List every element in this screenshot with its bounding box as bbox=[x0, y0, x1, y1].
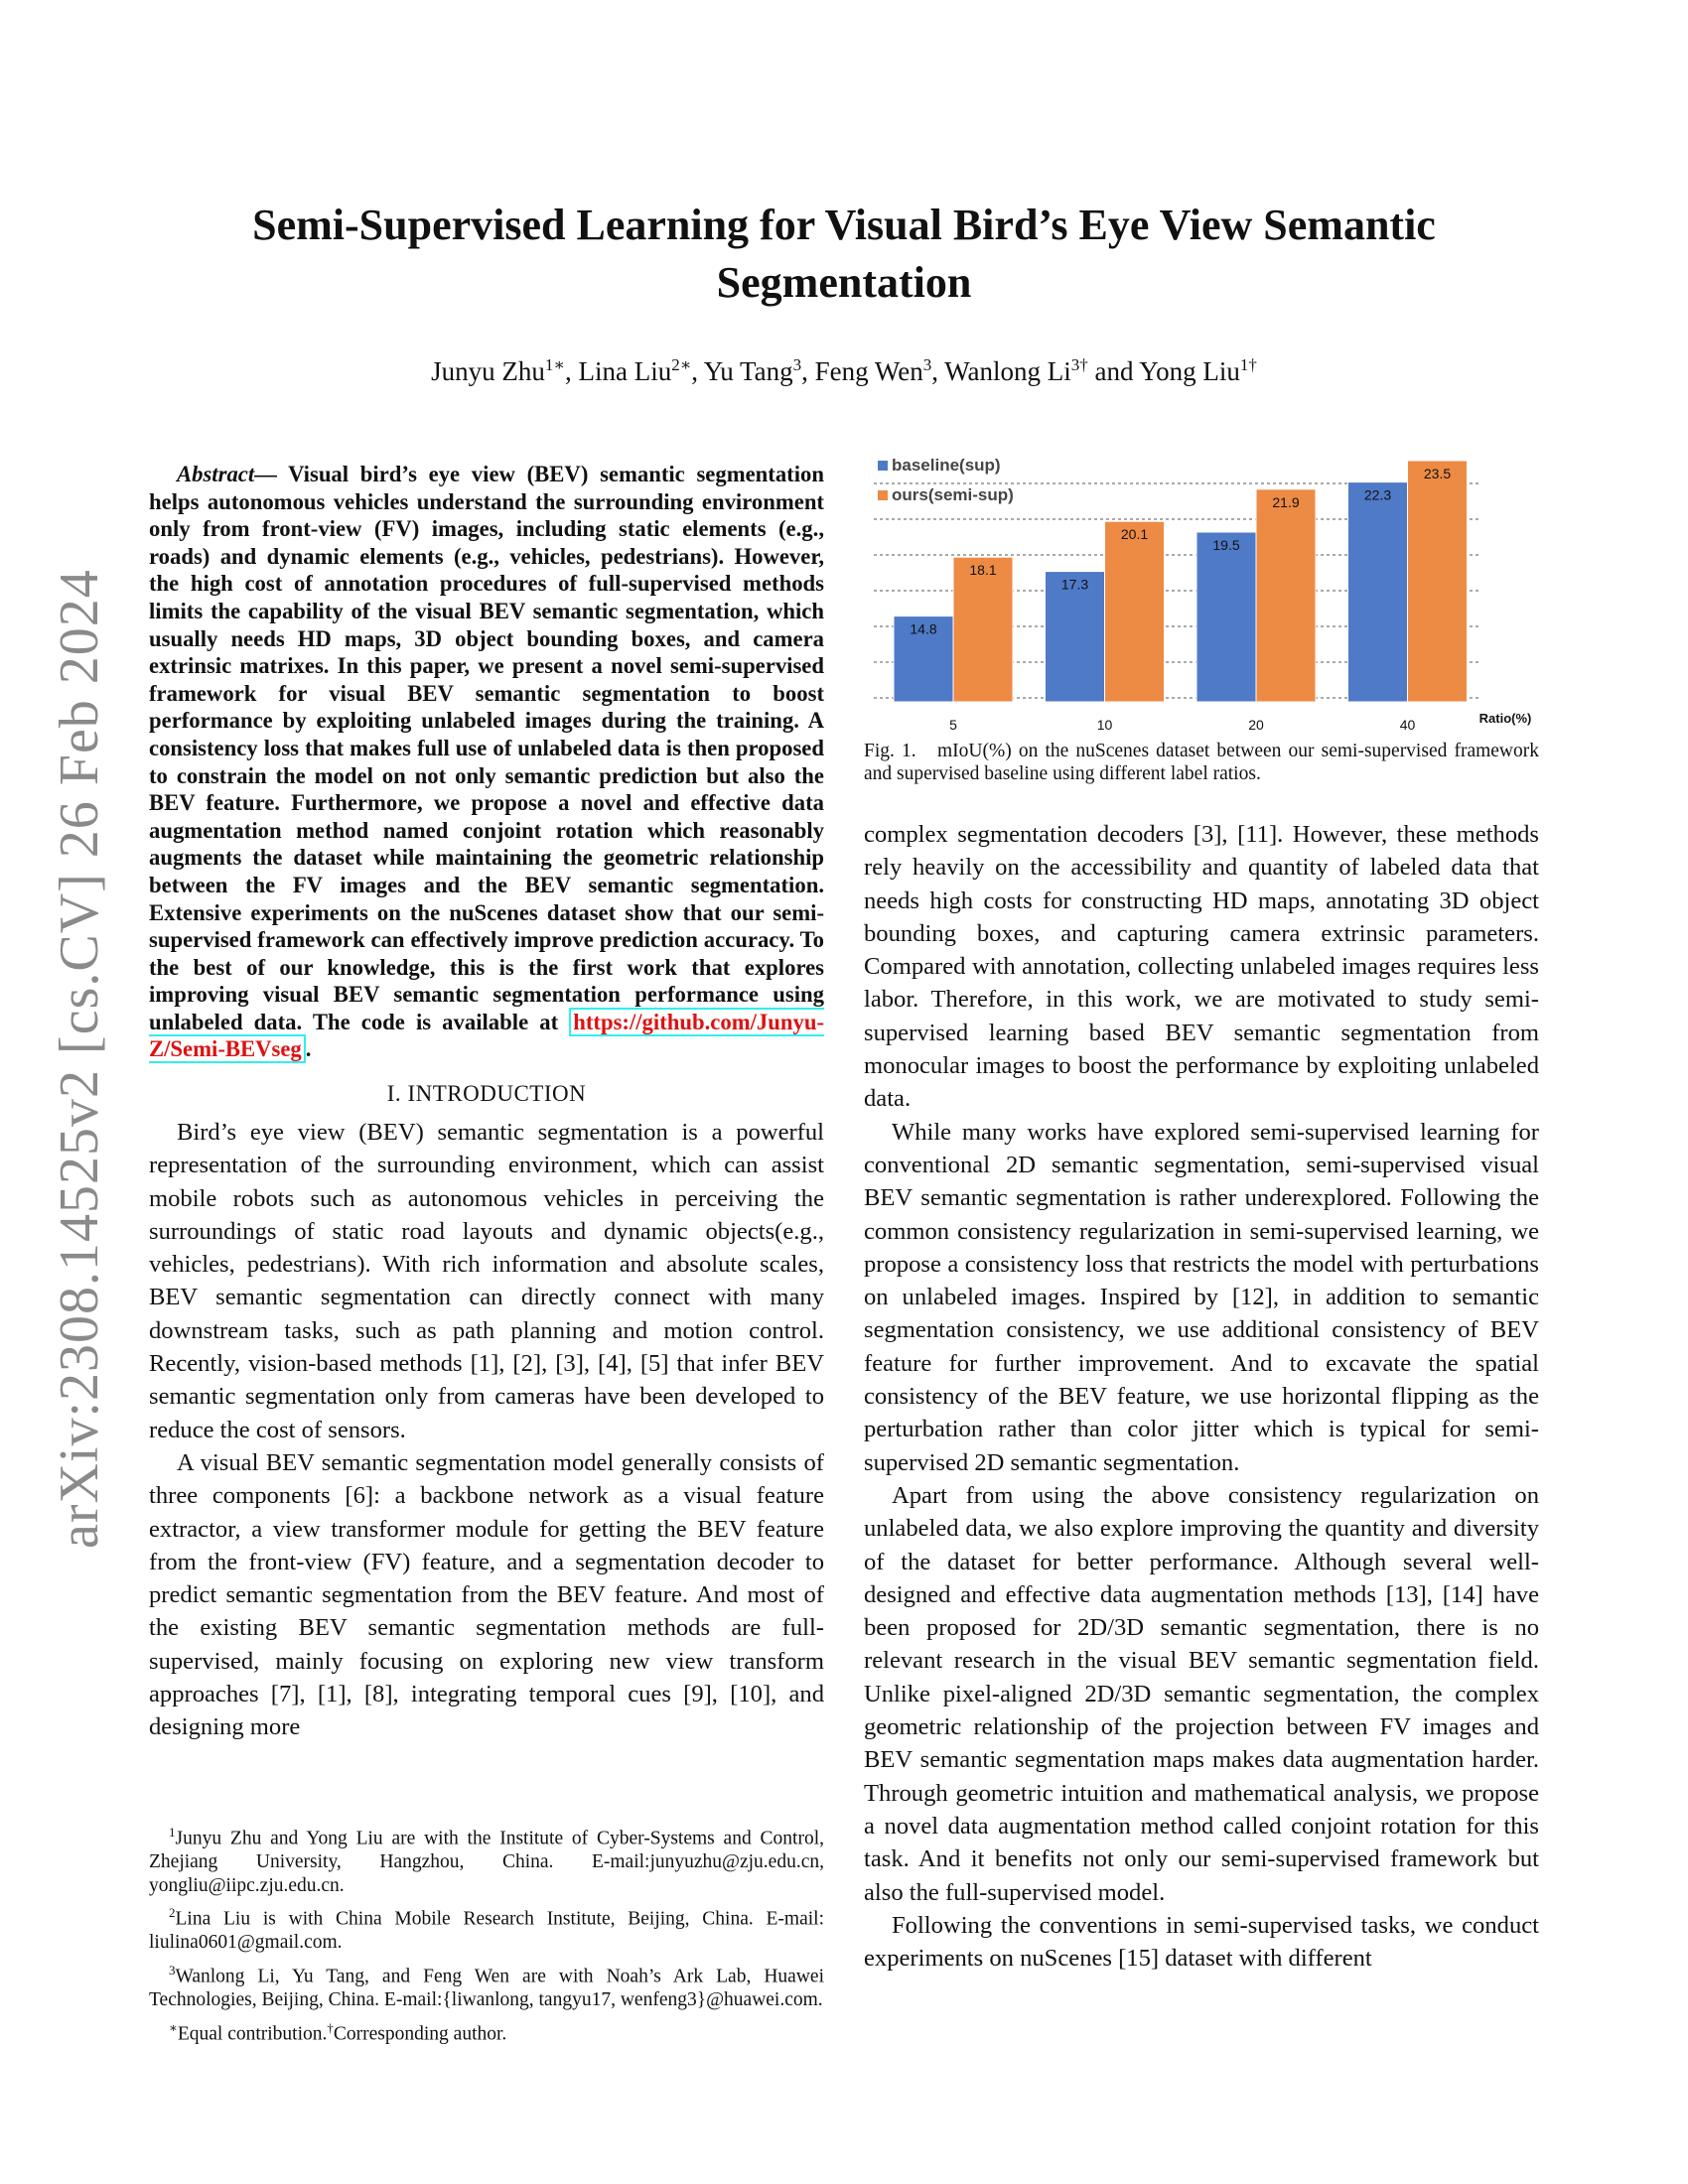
x-tick-label: 10 bbox=[1096, 717, 1113, 733]
code-link[interactable]: https://github.com/Junyu-Z/Semi-BEVseg bbox=[149, 1009, 824, 1062]
section-heading: I. INTRODUCTION bbox=[386, 1081, 587, 1106]
author: Wanlong $Li^{3\dagger}$ bbox=[944, 355, 1088, 386]
arxiv-identifier: arXiv:2308.14525v2 [cs.CV] 26 Feb 2024 bbox=[49, 569, 110, 1549]
paragraph: Following the conventions in semi-supervised tasks, we conduct experiments on nuScenes [15] dataset with different bbox=[864, 1911, 1539, 1973]
data-label: 22.3 bbox=[1363, 486, 1392, 503]
author-list: Junyu Zhu$^{1∗}$, Lina Liu$^{2∗}$, Yu Tang$^3$, Feng Wen$^3$, Wanlong $Li^{3\dagger}$ and Yong Liu$^{1\dagger}$ bbox=[431, 355, 1257, 386]
x-axis-label: Ratio(%) bbox=[1478, 711, 1532, 726]
author: Yong Liu$^{1\dagger}$ bbox=[1139, 355, 1257, 386]
paragraph: Bird’s eye view (BEV) semantic segmentation is a powerful representation of the surrounding environment, which can assist mobile robots such as autonomous vehicles in perceiving the surroundings of static road layouts and dynamic objects(e.g., vehicles, pedestrians). With rich information and absolute scales, BEV semantic segmentation can directly connect with many downstream tasks, such as path planning and motion control. Recently, vision-based methods [1], [2], [3], [4], [5] that infer BEV semantic segmentation only from cameras have been developed to reduce the cost of sensors. bbox=[149, 1119, 824, 1443]
right-column-body bbox=[864, 818, 1539, 1975]
paragraph: Apart from using the above consistency regularization on unlabeled data, we also explore improving the quantity and diversity of the dataset for better performance. Although several well-designed and effective data augmentation methods [13], [14] have been proposed for 2D/3D semantic segmentation, there is no relevant research in the visual BEV semantic segmentation field. Unlike pixel-aligned 2D/3D semantic segmentation, the complex geometric relationship of the projection between FV images and BEV semantic segmentation maps makes data augmentation harder. Through geometric intuition and mathematical analysis, we propose a novel data augmentation method called conjoint rotation for this task. And it benefits not only our semi-supervised framework but also the full-supervised model. bbox=[864, 1481, 1539, 1906]
footnote: $^2$Lina Liu is with China Mobile Research Institute, Beijing, China. E-mail: liulina0601@gmail.com. bbox=[149, 1905, 824, 1954]
legend-swatch bbox=[878, 461, 888, 471]
data-label: 21.9 bbox=[1272, 493, 1300, 510]
bar bbox=[1196, 532, 1256, 702]
data-label: 23.5 bbox=[1423, 466, 1452, 481]
figure-1-chart bbox=[864, 452, 1539, 750]
data-label: 17.3 bbox=[1060, 576, 1089, 593]
title-line-1: Semi-Supervised Learning for Visual Bird’s Eye View Semantic bbox=[252, 201, 1436, 249]
author: Junyu Zhu$^{1∗}$ bbox=[431, 355, 565, 386]
left-column-body bbox=[149, 1116, 824, 1744]
footnotes bbox=[149, 1821, 824, 2050]
legend-label: ours(semi-sup) bbox=[892, 485, 1014, 504]
footnote: $^3$Wanlong Li, Yu Tang, and Feng Wen are with Noah’s Ark Lab, Huawei Technologies, Beijing, China. E-mail:{liwanlong, tangyu17, wenfeng3}@huawei.com. bbox=[149, 1962, 824, 2011]
figure-caption-text: mIoU(%) on the nuScenes dataset between our semi-supervised framework and supervised baseline using different label ratios. bbox=[864, 741, 1540, 785]
author: Yu Tang$^3$ bbox=[703, 355, 802, 386]
bar bbox=[1105, 521, 1165, 702]
bar bbox=[1408, 461, 1468, 702]
author: Lina Liu$^{2∗}$ bbox=[578, 355, 692, 386]
abstract: Abstract— Visual bird’s eye view (BEV) semantic segmentation helps autonomous vehicles understand the surrounding environment only from front-view (FV) images, including static elements (e.g., roads) and dynamic elements (e.g., vehicles, pedestrians). However, the high cost of annotation procedures of full-supervised methods limits the capability of the visual BEV semantic segmentation, which usually needs HD maps, 3D object bounding boxes, and camera extrinsic matrixes. In this paper, we present a novel semi-supervised framework for visual BEV semantic segmentation to boost performance by exploiting unlabeled images during the training. A consistency loss that makes full use of unlabeled data is then proposed to constrain the model on not only semantic prediction but also the BEV feature. Furthermore, we propose a novel and effective data augmentation method named conjoint rotation which reasonably augments the dataset while maintaining the geometric relationship between the FV images and the BEV semantic segmentation. Extensive experiments on the nuScenes dataset show that our semi-supervised framework can effectively improve prediction accuracy. To the best of our knowledge, this is the first work that explores improving visual BEV semantic segmentation performance using unlabeled data. The code is available at https://github.com/Junyu-Z/Semi-BEVseg . bbox=[149, 462, 825, 1062]
data-label: 18.1 bbox=[969, 562, 997, 579]
figure-label: Fig. 1. bbox=[864, 741, 916, 761]
bar bbox=[953, 557, 1013, 702]
paragraph: complex segmentation decoders [3], [11]. However, these methods rely heavily on the accessibility and quantity of labeled data that needs high costs for constructing HD maps, annotating 3D object bounding boxes, and capturing camera extrinsic parameters. Compared with annotation, collecting unlabeled images requires less labor. Therefore, in this work, we are motivated to study semi-supervised learning based BEV semantic segmentation from monocular images to boost the performance by exploiting unlabeled data. bbox=[864, 821, 1539, 1113]
bar bbox=[1256, 489, 1316, 702]
x-tick-label: 5 bbox=[949, 717, 957, 733]
data-label: 20.1 bbox=[1120, 526, 1149, 543]
author: Feng Wen$^3$ bbox=[814, 355, 932, 386]
data-label: 14.8 bbox=[910, 620, 937, 637]
abstract-text: Visual bird’s eye view (BEV) semantic segmentation helps autonomous vehicles understand the surrounding environment only from front-view (FV) images, including static elements (e.g., roads) and dynamic elements (e.g., vehicles, pedestrians). However, the high cost of annotation procedures of full-supervised methods limits the capability of the visual BEV semantic segmentation, which usually needs HD maps, 3D object bounding boxes, and camera extrinsic matrixes. In this paper, we present a novel semi-supervised framework for visual BEV semantic segmentation to boost performance by exploiting unlabeled images during the training. A consistency loss that makes full use of unlabeled data is then proposed to constrain the model on not only semantic prediction but also the BEV feature. Furthermore, we propose a novel and effective data augmentation method named conjoint rotation which reasonably augments the dataset while maintaining the geometric relationship between the FV images and the BEV semantic segmentation. Extensive experiments on the nuScenes dataset show that our semi-supervised framework can effectively improve prediction accuracy. To the best of our knowledge, this is the first work that explores improving visual BEV semantic segmentation performance using unlabeled data. The code is available at bbox=[149, 462, 825, 1034]
bar-chart bbox=[864, 452, 1539, 750]
title-line-2: Segmentation bbox=[716, 258, 972, 307]
paragraph: A visual BEV semantic segmentation model generally consists of three components [6]: a backbone network as a visual feature extractor, a view transformer module for getting the BEV feature from the front-view (FV) feature, and a segmentation decoder to predict semantic segmentation from the BEV feature. And most of the existing BEV semantic segmentation methods are full-supervised, mainly focusing on exploring new view transform approaches [7], [1], [8], integrating temporal cues [9], [10], and designing more bbox=[149, 1448, 824, 1741]
abstract-label: Abstract bbox=[177, 462, 255, 486]
x-tick-label: 20 bbox=[1248, 717, 1264, 733]
footnote: $^1$Junyu Zhu and Yong Liu are with the Institute of Cyber-Systems and Control, Zhejiang University, Hangzhou, China. E-mail:junyuzhu@zju.edu.cn, yongliu@iipc.zju.edu.cn. bbox=[149, 1825, 824, 1896]
data-label: 19.5 bbox=[1212, 537, 1240, 553]
footnote: ∗Equal contribution.†Corresponding author. bbox=[169, 2019, 507, 2045]
bar bbox=[1348, 482, 1408, 702]
paragraph: While many works have explored semi-supervised learning for conventional 2D semantic segmentation, semi-supervised visual BEV semantic segmentation is rather underexplored. Following the common consistency regularization in semi-supervised learning, we propose a consistency loss that restricts the model with perturbations on unlabeled images. Inspired by [12], in addition to semantic segmentation consistency, we use additional consistency of BEV feature for further improvement. And to excavate the spatial consistency of the BEV feature, we use horizontal flipping as the perturbation rather than color jitter which is typical for semi-supervised 2D semantic segmentation. bbox=[864, 1118, 1539, 1476]
legend-swatch bbox=[878, 490, 888, 500]
legend-label: baseline(sup) bbox=[892, 456, 1001, 475]
paper-title bbox=[149, 197, 1539, 312]
figure-caption bbox=[864, 740, 1539, 786]
x-tick-label: 40 bbox=[1399, 717, 1416, 733]
